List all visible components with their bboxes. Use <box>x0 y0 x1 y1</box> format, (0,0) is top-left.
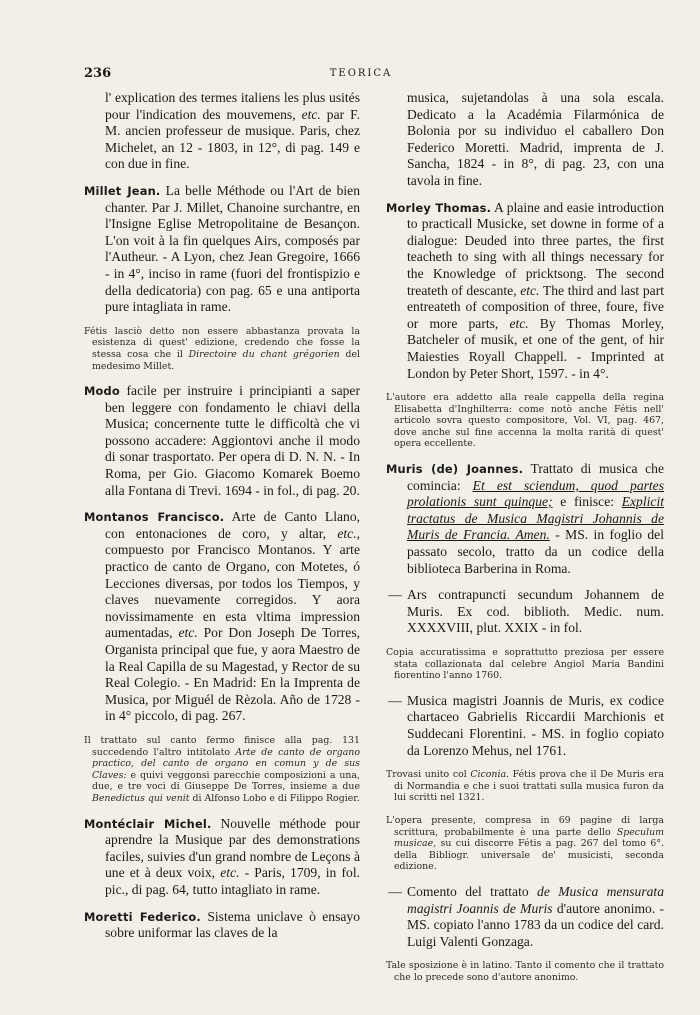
entry-heading: Muris (de) Joannes. <box>386 462 524 477</box>
right-column <box>386 90 664 994</box>
entry-heading: Montéclair Michel. <box>84 816 212 831</box>
entry-modo: Modo facile per instruire i principianti a saper ben leggere con fondamento le chiavi della Musica; concernente tutte le difficoltà che vi possono accadere: Aggiontovi anche il modo di sonar trasportato. Per opera di D. N. N. - In Roma, per Gio. Giacomo Komarek Boemo alla Fontana di Trevi. 1694 - in fol., di pag. 20. <box>84 383 360 498</box>
note-muris-comento: Tale sposizione è in latino. Tanto il comento che il trattato che lo precede sono d'autore anonimo. <box>386 960 664 983</box>
entry-heading: Moretti Federico. <box>84 909 201 924</box>
page-header <box>84 66 638 86</box>
entry-monteclair: Montéclair Michel. Nouvelle méthode pour aprendre la Musique par des demonstrations faciles, suivies d'un grand nombre de Leçons à une et à deux voix, etc. - Paris, 1709, in fol. pic., di pag. 64, tutto intagliato in rame. <box>84 815 360 897</box>
entry-heading: Modo <box>84 384 120 399</box>
entry-heading: Millet Jean. <box>84 183 161 198</box>
entry-moretti: Moretti Federico. Sistema uniclave ò ensayo sobre uniformar las claves de la <box>84 908 360 941</box>
page-number: 236 <box>84 66 112 81</box>
note-muris-ars: Copia accuratissima e soprattutto preziosa per essere stata collazionata dal celebre Angiol Maria Bandini fiorentino l'anno 1760. <box>386 647 664 682</box>
note-montanos: Il trattato sul canto fermo finisce alla pag. 131 succedendo l'altro intitolato Arte de canto de organo practico, del canto de organo en comun y de sus Claves: e quivi veggonsi parecchie composizioni a una, due, e tre voci di Giuseppe De Torres, insieme a due Benedictus qui venit di Alfonso Lobo e di Filippo Rogier. <box>84 734 360 804</box>
note-muris-musica-a: Trovasi unito col Ciconia. Fétis prova che il De Muris era di Normandia e che i suoi trattati sulla musica furon da lui scritti nel 1321. <box>386 769 664 804</box>
running-title: TEORICA <box>329 68 393 79</box>
dash-mark: — <box>388 587 402 603</box>
note-muris-musica-b: L'opera presente, compresa in 69 pagine di larga scrittura, probabilmente è una parte dello Speculum musicae, su cui discorre Fétis a pag. 267 del tomo 6°. della Bibliogr. universale de' musicisti, seconda edizione. <box>386 814 664 873</box>
entry-muris-musica: — Musica magistri Joannis de Muris, ex codice chartaceo Gabrielis Riccardii Marchionis et Suddecani Florentini. - MS. in foglio copiato da Lorenzo Mehus, nel 1761. <box>386 693 664 759</box>
entry-heading: Morley Thomas. <box>386 200 492 215</box>
entry-muris-ars: — Ars contrapuncti secundum Johannem de Muris. Ex cod. biblioth. Medic. num. XXXXVIII, plut. XXIX - in fol. <box>386 587 664 637</box>
note-morley: L'autore era addetto alla reale cappella della regina Elisabetta d'Inghilterra: come notò anche Fétis nell' articolo sovra questo compositore, Vol. VI, pag. 467, dove anche sul fine accenna la molta rarità di quest' opera eccellente. <box>386 392 664 450</box>
entry-millet: Millet Jean. La belle Méthode ou l'Art de bien chanter. Par J. Millet, Chanoine surchantre, en l'Insigne Eglise Metropolitaine de Besançon. L'on voit à la fin quelques Airs, composés par l'Autheur. - A Lyon, chez Jean Gregoire, 1666 - in 4°, inciso in rame (fuori del frontispizio e della dedicatoria) con pag. 65 e una antiporta pure intagliata in rame. <box>84 182 361 315</box>
note-millet: Fétis lasciò detto non essere abbastanza provata la esistenza di quest' edizione, credendo che fosse la stessa cosa che il Directoire du chant grégorien del medesimo Millet. <box>84 325 361 372</box>
dash-mark: — <box>388 883 402 899</box>
entry-montanos: Montanos Francisco. Arte de Canto Llano, con entonaciones de coro, y altar, etc., compuesto por Francisco Montanos. Y arte practico de canto de Organo, con Motetes, ó Lecciones diversas, por todos los Tiempos, y claves nuevamente corregidos. Y aora novissimamente en esta vltima impression aumentadas, etc. Por Don Joseph De Torres, Organista principal que fue, y aora Maestro de la Real Capilla de su Magestad, y Rector de su Real Colegio. - En Madrid: En la Imprenta de Musica, por Miguél de Rèzola. Año de 1728 - in 4° piccolo, di pag. 267. <box>84 509 361 724</box>
entry-continuation: l' explication des termes italiens les plus usités pour l'indication des mouvemens, etc. par F. M. ancien professeur de musique. Paris, chez Michelet, an 12 - 1803, in 12°, di pag. 149 e con due in fine. <box>105 90 361 172</box>
entry-heading: Montanos Francisco. <box>84 510 225 525</box>
entry-muris-comento: — Comento del trattato de Musica mensurata magistri Joannis de Muris d'autore anonimo. - MS. copiato l'anno 1783 da un codice del card. Luigi Valenti Gonzaga. <box>386 884 664 950</box>
dash-mark: — <box>388 692 402 708</box>
entry-morley: Morley Thomas. A plaine and easie introduction to practicall Musicke, set downe in forme of a dialogue: Deuded into three partes, the first teacheth to sing with all things necessary for the Knowledge of pricktsong. The second treateth of descante, etc. The third and last part entreateth of composition of three, foure, five or more parts, etc. By Thomas Morley, Batcheler of musik, et one of the gent, of hir Maiesties Royall Chappell. - Imprinted at London by Peter Short, 1597. - in 4°. <box>386 199 664 381</box>
left-column <box>84 90 360 952</box>
entry-moretti-continuation: musica, sujetandolas à una sola escala. Dedicato a la Académia Filarmónica de Bolonia por su individuo el caballero Don Federico Moretti. Madrid, imprenta de J. Sancha, 1824 - in 8°, di pag. 23, con una tavola in fine. <box>407 90 664 188</box>
entry-muris: Muris (de) Joannes. Trattato di musica che comincia: Et est sciendum, quod partes prolationis sunt quinque; e finisce: Explicit tractatus de Musica Magistri Johannis de Muris de Francia. Amen. - MS. in foglio del passato secolo, tratto da un codice della biblioteca Barberina in Roma. <box>386 461 665 576</box>
